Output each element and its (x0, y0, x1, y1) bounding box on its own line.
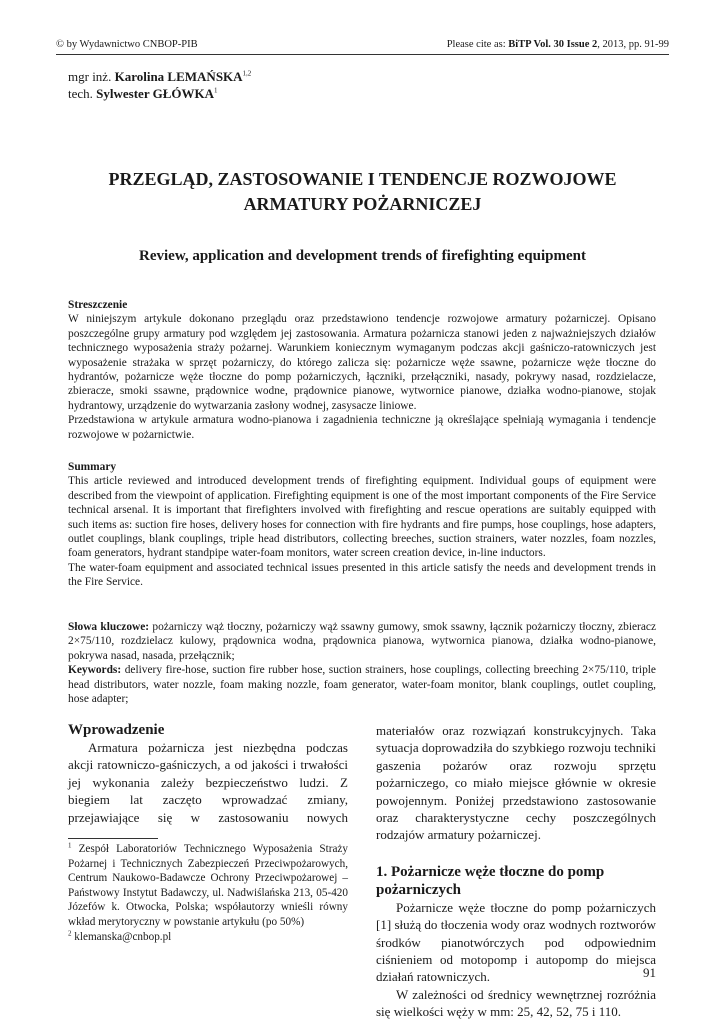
footnote-divider (68, 838, 158, 839)
author-2: tech. Sylwester GŁÓWKA$^1$ (68, 86, 218, 101)
streszczenie-paragraph-2: Przedstawiona w artykule armatura wodno-pianowa i zagadnienia techniczne ją określające spełniają wymagania i tendencje rozwojowe w pożarnictwie. (68, 414, 656, 441)
summary-paragraph-2: The water-foam equipment and associated technical issues presented in this article satisfy the needs and development trends in the Fire Service. (68, 561, 656, 589)
abstract-polish (68, 298, 656, 442)
intro-heading: Wprowadzenie (68, 722, 165, 738)
abstract-english (68, 460, 656, 590)
intro-paragraph: Armatura pożarnicza jest niezbędna podczas akcji ratowniczo-gaśniczych, a od jakości i trwałości jej wykonania zależy bezpieczeństwo ludzi. Z biegiem lat zaczęto wprowadzać zmiany, przejawiające się w zastosowaniu nowych (68, 740, 348, 825)
section-1-heading: 1. Pożarnicze węże tłoczne do pomp pożarniczych (376, 863, 605, 898)
streszczenie-heading: Streszczenie (68, 299, 128, 311)
summary-paragraph-1: This article reviewed and introduced development trends of firefighting equipment. Individual goups of equipment were described from the viewpoint of application. Firefighting equipment is one of the most important components of the Fire Service technical arsenal. It is important that firefighters involved with firefighting and rescue operations are suitably equipped with such items as: suction fire hoses, delivery hoses for connection with fire hydrants and fire pumps, hose couplings, hose adapters, outlet couplings, blank couplings, triple head distributors, collecting breeches, suction strainers, water nozzles, foam nozzles, foam generators, hydrant standpipe water-foam monitors, water screen creation device, in-line inductors. (68, 475, 656, 560)
footnote-2: $^2$ klemanska@cnbop.pl (68, 928, 172, 943)
keywords-english: Keywords: delivery fire-hose, suction fire rubber hose, suction strainers, hose couplings, collecting breeching 2×75/110, triple head distributors, water nozzle, foam making nozzle, foam generator, water-foam monitor, blank couplings, outlet coupling, hose adapter; (68, 664, 656, 706)
header-divider (56, 54, 669, 55)
section-1-paragraph-1: Pożarnicze węże tłoczne do pomp pożarniczych [1] służą do tłoczenia wody oraz wodnych roztworów środków pianotwórczych pod odpowiednim ciśnieniem od motopomp i autopomp do miejsca działań ratowniczych. (376, 899, 656, 985)
intro-paragraph-continued: materiałów oraz rozwiązań konstrukcyjnych. Taka sytuacja doprowadziła do szybkiego rozwoju techniki gaszenia pożarów oraz rozwoju sprzętu pożarniczego, co miało miejsce głównie w okresie powojennym. Poniżej przedstawiono zastosowanie oraz charakterystyczne cechy poszczególnych rodzajów armatury pożarniczej. (376, 723, 656, 843)
intro-column-left (68, 721, 348, 826)
author-list (68, 68, 251, 102)
paper-subtitle-english: Review, application and development trends of firefighting equipment (139, 248, 586, 264)
footnotes (68, 842, 348, 944)
author-1: mgr inż. Karolina LEMAŃSKA$^{1,2}$ (68, 69, 252, 84)
summary-heading: Summary (68, 461, 117, 473)
running-header (56, 38, 669, 52)
page-number: 91 (643, 965, 656, 980)
citation-line: Please cite as: BiTP Vol. 30 Issue 2, 2013, pp. 91-99 (446, 39, 669, 50)
publisher-copyright: © by Wydawnictwo CNBOP-PIB (56, 39, 198, 50)
keywords-block (68, 620, 656, 706)
journal-ref: BiTP Vol. 30 Issue 2 (508, 39, 598, 50)
section-1-paragraph-2: W zależności od średnicy wewnętrznej rozróżnia się wielkości węży w mm: 25, 42, 52, 75 i 110. (376, 986, 656, 1020)
keywords-polish: Słowa kluczowe: pożarniczy wąż tłoczny, pożarniczy wąż ssawny gumowy, smok ssawny, łącznik pożarniczy tłoczny, zbieracz 2×75/110, rozdzielacz kulowy, prądownica wodna, prądownica pianowa, wytwornica pianowa, działka wodno-pianowe, pokrywa nasad, nasada, przełącznik; (68, 621, 657, 662)
right-column (376, 722, 656, 1021)
paper-title: PRZEGLĄD, ZASTOSOWANIE I TENDENCJE ROZWOJOWE ARMATURY POŻARNICZEJ (108, 169, 617, 214)
streszczenie-paragraph-1: W niniejszym artykule dokonano przeglądu oraz przedstawiono tendencje rozwojowe armatury pożarniczej. Opisano poszczególne grupy armatury pod względem jej zastosowania. Armatura pożarnicza stanowi jeden z najważniejszych działów technicznego wyposażenia straży pożarnej. Warunkiem koniecznym wymaganym podczas akcji gaśniczo-ratowniczych jest wyposażenie strażaka w sprzęt pożarniczy, do którego zalicza się: pożarnicze węże ssawne, pożarnicze węże tłoczne do hydrantów, pożarnicze węże tłoczne do pomp pożarniczych, łączniki, przełączniki, nasady, pokrywy nasad, rozdzielacze, zbieracze, smoki ssawne, prądownice wodne, prądownice pianowe, wytwornice pianowe, działka wodno-pianowe, stojak hydrantowy, urządzenie do wytwarzania zasłony wodnej, zasysacze liniowe. (68, 313, 656, 412)
footnote-1: $^1$ Zespół Laboratoriów Technicznego Wyposażenia Straży Pożarnej i Technicznych Zabezpieczeń Przeciwpożarowych, Centrum Naukowo-Badawcze Ochrony Przeciwpożarowej – Państwowy Instytut Badawczy, ul. Nadwiślańska 213, 05-420 Józefów k. Otwocka, Polska; współautorzy wnieśli równy wkład merytoryczny w powstanie artykułu (po 50%) (68, 841, 348, 928)
